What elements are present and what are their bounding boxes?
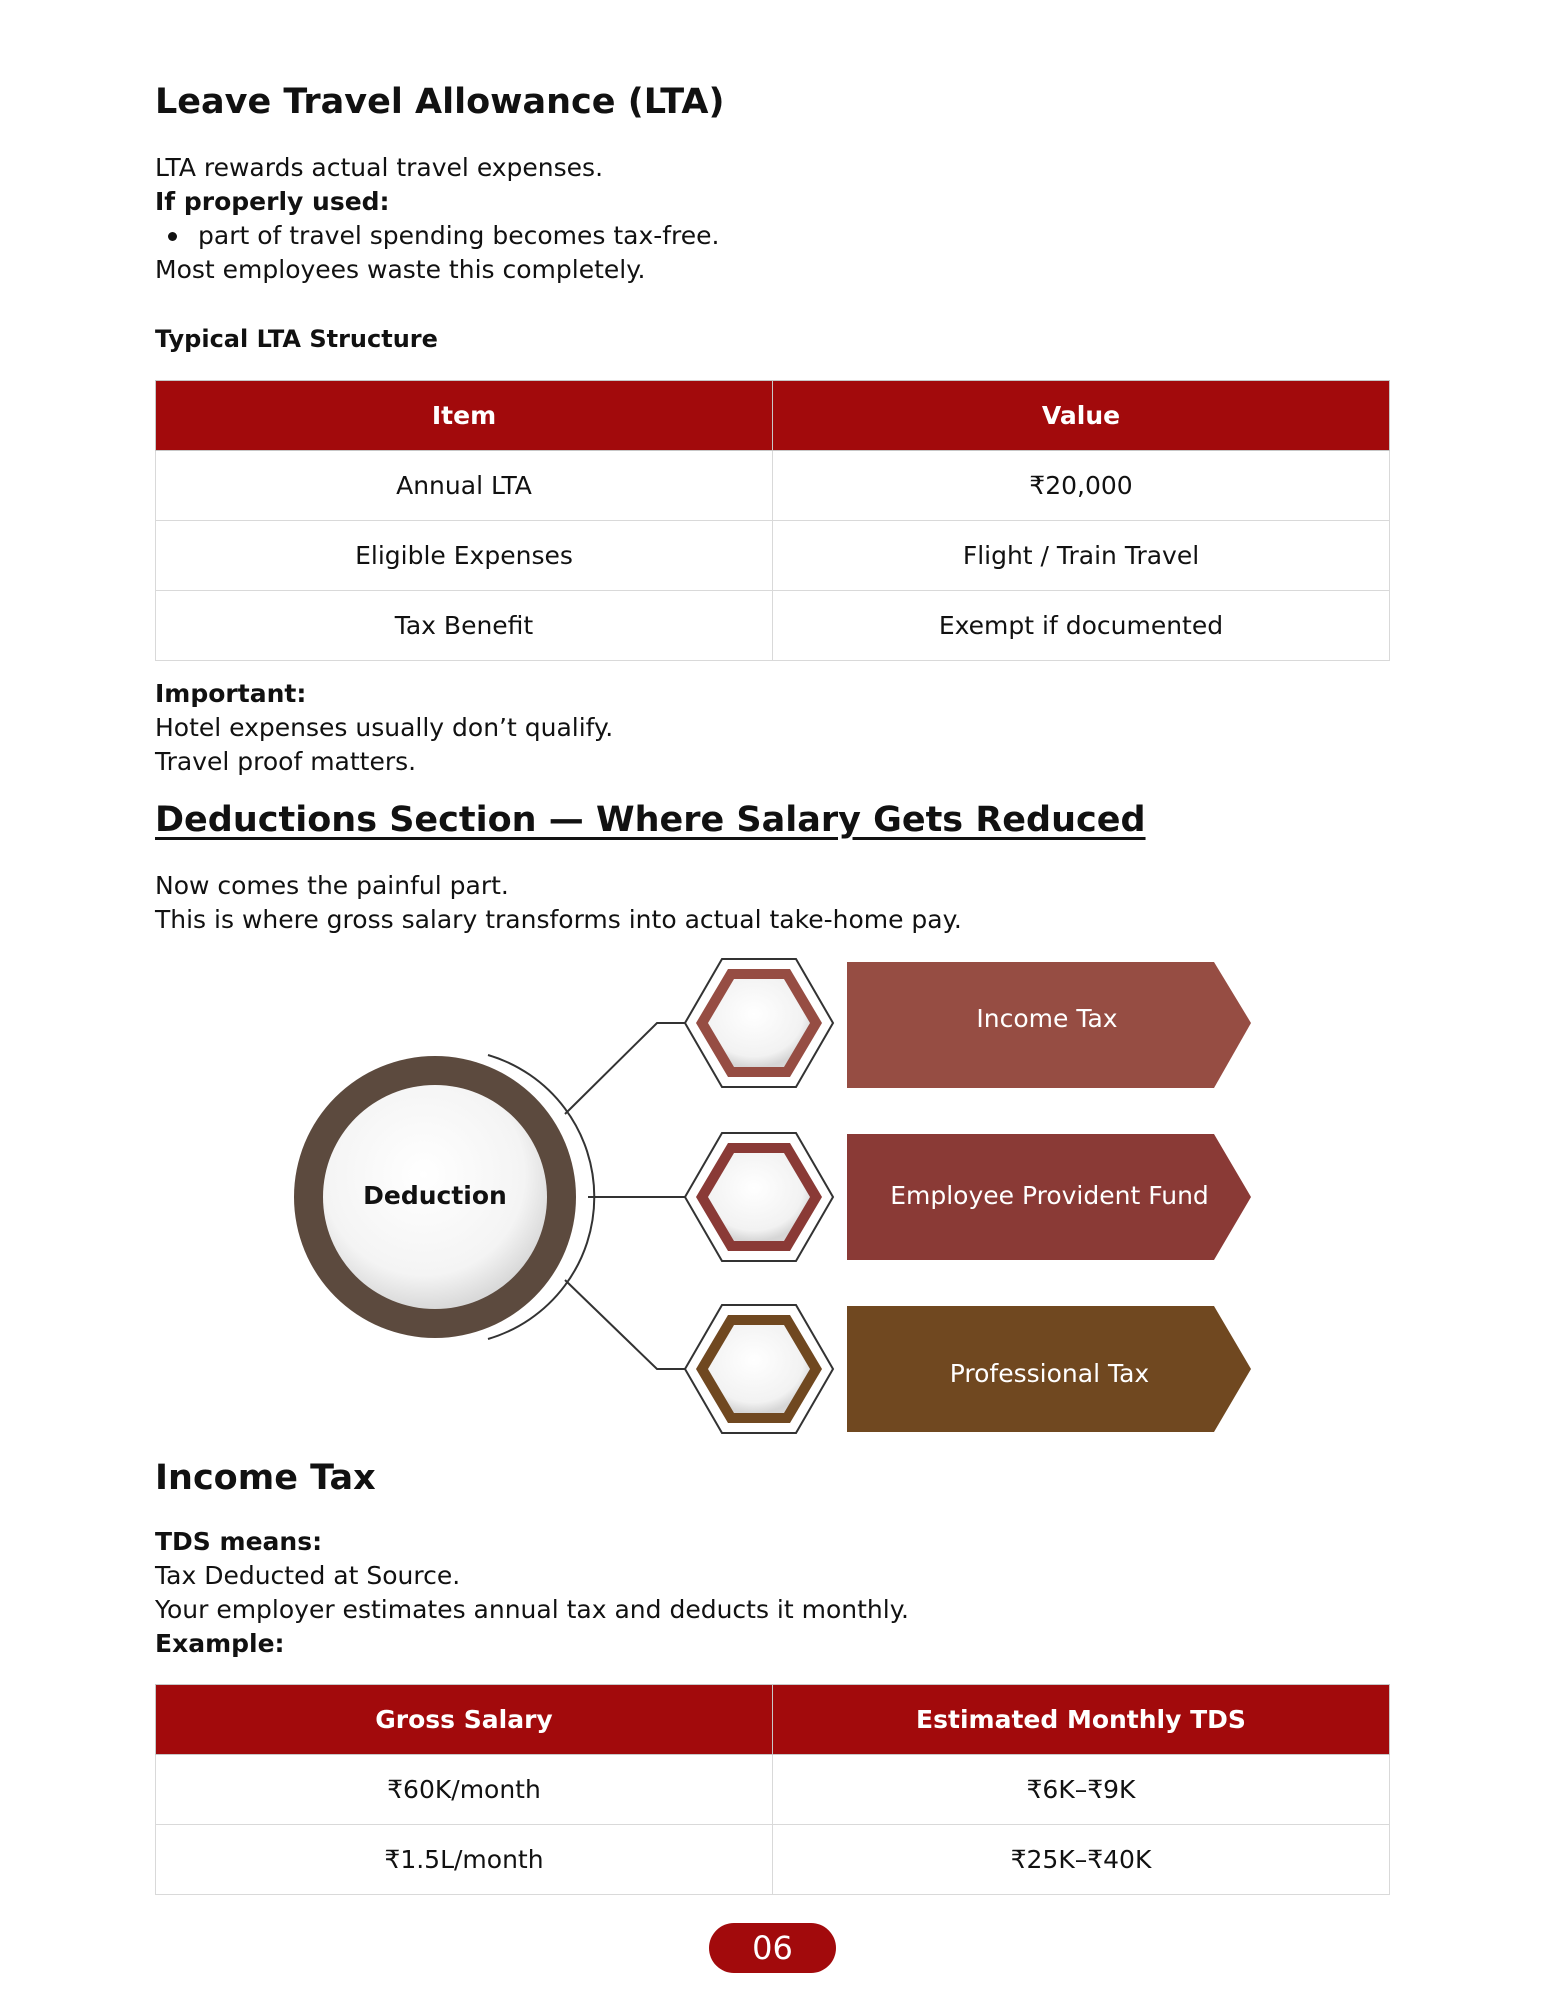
tds-line-1: Tax Deducted at Source. <box>155 1561 461 1590</box>
deductions-line-2: This is where gross salary transforms into actual take-home pay. <box>155 905 962 934</box>
table-cell: ₹6K–₹9K <box>773 1755 1390 1825</box>
lta-intro: LTA rewards actual travel expenses. <box>155 153 604 182</box>
income-tax-label: Income Tax <box>976 1004 1118 1033</box>
table-row <box>156 1755 1390 1825</box>
lta-heading: Leave Travel Allowance (LTA) <box>155 82 725 122</box>
hexagon-icon <box>685 1305 833 1433</box>
table-header-cell: Estimated Monthly TDS <box>773 1685 1390 1755</box>
important-line-1: Hotel expenses usually don’t qualify. <box>155 713 614 742</box>
epf-label: Employee Provident Fund <box>890 1181 1209 1210</box>
lta-table-title: Typical LTA Structure <box>155 325 438 353</box>
table-cell: ₹20,000 <box>773 451 1390 521</box>
deduction-center-label: Deduction <box>363 1181 507 1210</box>
lta-properly-label: If properly used: <box>155 187 390 216</box>
deductions-line-1: Now comes the painful part. <box>155 871 509 900</box>
tds-line-2: Your employer estimates annual tax and deducts it monthly. <box>155 1595 909 1624</box>
hexagon-icon <box>685 1133 833 1261</box>
connector-lines <box>565 1023 685 1369</box>
table-cell: ₹1.5L/month <box>156 1825 773 1895</box>
income-tax-heading: Income Tax <box>155 1458 376 1498</box>
table-header-cell: Gross Salary <box>156 1685 773 1755</box>
important-line-2: Travel proof matters. <box>155 747 417 776</box>
lta-bullet-item: part of travel spending becomes tax-free. <box>155 219 1545 253</box>
example-label: Example: <box>155 1629 285 1658</box>
table-header-row <box>156 1685 1390 1755</box>
table-cell: Exempt if documented <box>773 591 1390 661</box>
table-cell: ₹60K/month <box>156 1755 773 1825</box>
table-cell: Eligible Expenses <box>156 521 773 591</box>
tds-label: TDS means: <box>155 1527 323 1556</box>
table-cell: Annual LTA <box>156 451 773 521</box>
tds-table <box>155 1684 1390 1895</box>
table-row <box>156 1825 1390 1895</box>
hexagon-icon <box>685 959 833 1087</box>
deductions-heading: Deductions Section — Where Salary Gets Reduced <box>155 800 1146 840</box>
table-cell: Flight / Train Travel <box>773 521 1390 591</box>
professional-tax-label: Professional Tax <box>949 1359 1150 1388</box>
table-header-cell: Item <box>156 381 773 451</box>
table-cell: ₹25K–₹40K <box>773 1825 1390 1895</box>
table-header-cell: Value <box>773 381 1390 451</box>
page-number-badge: 06 <box>709 1923 836 1973</box>
lta-waste-note: Most employees waste this completely. <box>155 255 646 284</box>
table-cell: Tax Benefit <box>156 591 773 661</box>
important-label: Important: <box>155 679 307 708</box>
